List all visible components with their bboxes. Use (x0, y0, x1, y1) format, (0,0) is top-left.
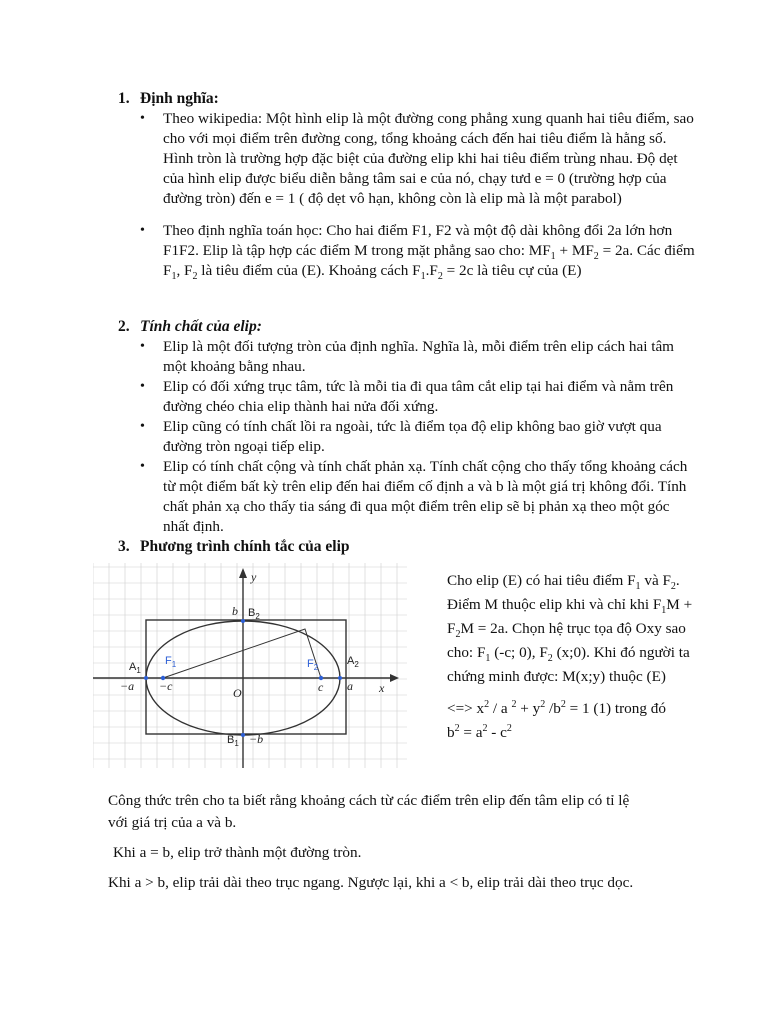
list-item (140, 377, 695, 417)
section-title: Tính chất của elip: (140, 318, 262, 335)
subscript: 2 (192, 271, 198, 283)
bullet-text: Elip có tính chất cộng và tính chất phản xạ. Tính chất cộng cho thấy tổng khoảng cách từ một điểm bất kỳ trên elip đến hai điểm cố định a và b là một giá trị không đổi. Tính chất phản xạ cho thấy tia sáng đi qua một điểm trên elip sẽ bị phản xạ theo một góc nhất định. (163, 458, 688, 535)
subscript: 1 (550, 251, 556, 263)
text-run: Theo định nghĩa toán học: Cho hai điểm F1, F2 và một độ dài không đổi 2a lớn hơn F1F2. Elip là tập hợp các điểm M trong mặt phẳng sao cho: MF (163, 222, 673, 259)
list-item (140, 109, 695, 209)
subscript: 2 (593, 251, 599, 263)
bullet-text: Elip có đối xứng trục tâm, tức là mỗi tia đi qua tâm cắt elip tại hai điểm và nằm trên đường chéo chia elip thành hai nửa đối xứng. (163, 378, 674, 415)
text-line: chứng minh được: M(x;y) thuộc (E) (447, 668, 666, 685)
text-line: cho: $F_1$ (-c; 0), $F_2$ (x;0). Khi đó người ta (447, 644, 690, 665)
origin-label: O (233, 686, 242, 700)
y-axis-label: y (251, 570, 257, 584)
list-item (140, 221, 695, 281)
subscript: 1 (171, 271, 177, 283)
properties-list (140, 337, 695, 537)
text-line: Điểm M thuộc elip khi và chỉ khi $F_1M$ + (447, 596, 693, 617)
label-F1: $F_1$ (165, 655, 177, 669)
section-heading-properties (118, 318, 262, 336)
text-line: $F_2M = 2a$. Chọn hệ trục tọa độ Oxy sao (447, 620, 686, 641)
label-F2: $F_2$ (307, 658, 319, 672)
bullet-text: Elip là một đối tượng tròn của định nghĩa. Nghĩa là, mỗi điểm trên elip cách hai tâm một khoảng bằng nhau. (163, 338, 674, 375)
section-heading-equation (118, 538, 350, 556)
section-title: Định nghĩa: (140, 90, 219, 107)
paragraph: Khi a > b, elip trải dài theo trục ngang. Ngược lại, khi a < b, elip trải dài theo trục dọc. (108, 874, 634, 891)
label-A2: $A_2$ (347, 655, 359, 669)
text-run: + MF (555, 242, 594, 259)
section-number: 2. (118, 318, 130, 335)
y-axis-arrow (239, 568, 247, 578)
list-item (140, 457, 695, 537)
section-number: 3. (118, 538, 130, 555)
text-line: $b^2 = a^2 - c^2$ (447, 722, 512, 741)
label-B2: $B_2$ (248, 607, 260, 621)
label-b: b (232, 604, 238, 618)
label-B1: $B_1$ (227, 734, 239, 748)
x-axis-arrow (390, 674, 399, 682)
label-neg-a: −a (120, 679, 135, 693)
text-run: = 2a. Các điểm F (163, 242, 695, 279)
x-axis-label: x (379, 681, 385, 695)
section-heading-definition (118, 90, 219, 108)
ellipse-diagram (93, 563, 407, 768)
section-number: 1. (118, 90, 130, 107)
text-line: Cho elip (E) có hai tiêu điểm $F_1$ và $F_2$. (447, 572, 680, 593)
focal-lines (163, 629, 321, 678)
text-line: <=> $x^2$ / a $^2 + y^2$ $/b^2 = 1$ (1) trong đó (447, 698, 666, 717)
bullet-text: Theo wikipedia: Một hình elip là một đường cong phẳng xung quanh hai tiêu điểm, sao cho với mọi điểm trên đường cong, tổng khoảng cách đến hai tiêu điểm là hằng số. Hình tròn là trường hợp đặc biệt của đường elip khi hai tiêu điểm trùng nhau. Độ dẹt của hình elip được biểu diễn bằng tâm sai e của nó, chạy tưd e = 0 (trường hợp của đường tròn) đến e = 1 ( độ dẹt vô hạn, không còn là elip mà là một parabol) (163, 110, 694, 207)
paragraph: Khi a = b, elip trở thành một đường tròn. (113, 844, 362, 861)
label-A1: $A_1$ (129, 661, 141, 675)
ellipse-equation-text (447, 569, 768, 745)
bullet-text: Elip cũng có tính chất lồi ra ngoài, tức là điểm tọa độ elip không bao giờ vượt qua đường tròn ngoại tiếp elip. (163, 418, 662, 455)
label-neg-c: −c (159, 679, 173, 693)
label-c: c (318, 680, 324, 694)
subscript: 1 (420, 271, 426, 283)
list-item (140, 337, 695, 377)
text-run: là tiêu điểm của (E). Khoảng cách F (197, 262, 421, 279)
text-run: = 2c là tiêu cự của (E) (442, 262, 582, 279)
definition-list (140, 109, 695, 281)
label-a: a (347, 679, 353, 693)
paragraph: Công thức trên cho ta biết rằng khoảng cách từ các điểm trên elip đến tâm elip có tỉ lệ với giá trị của a và b. (108, 792, 630, 831)
section-title: Phương trình chính tắc của elip (140, 538, 350, 555)
text-run: , F (176, 262, 193, 279)
list-item (140, 417, 695, 457)
subscript: 2 (437, 271, 443, 283)
label-neg-b: −b (249, 732, 264, 746)
text-run: .F (425, 262, 438, 279)
